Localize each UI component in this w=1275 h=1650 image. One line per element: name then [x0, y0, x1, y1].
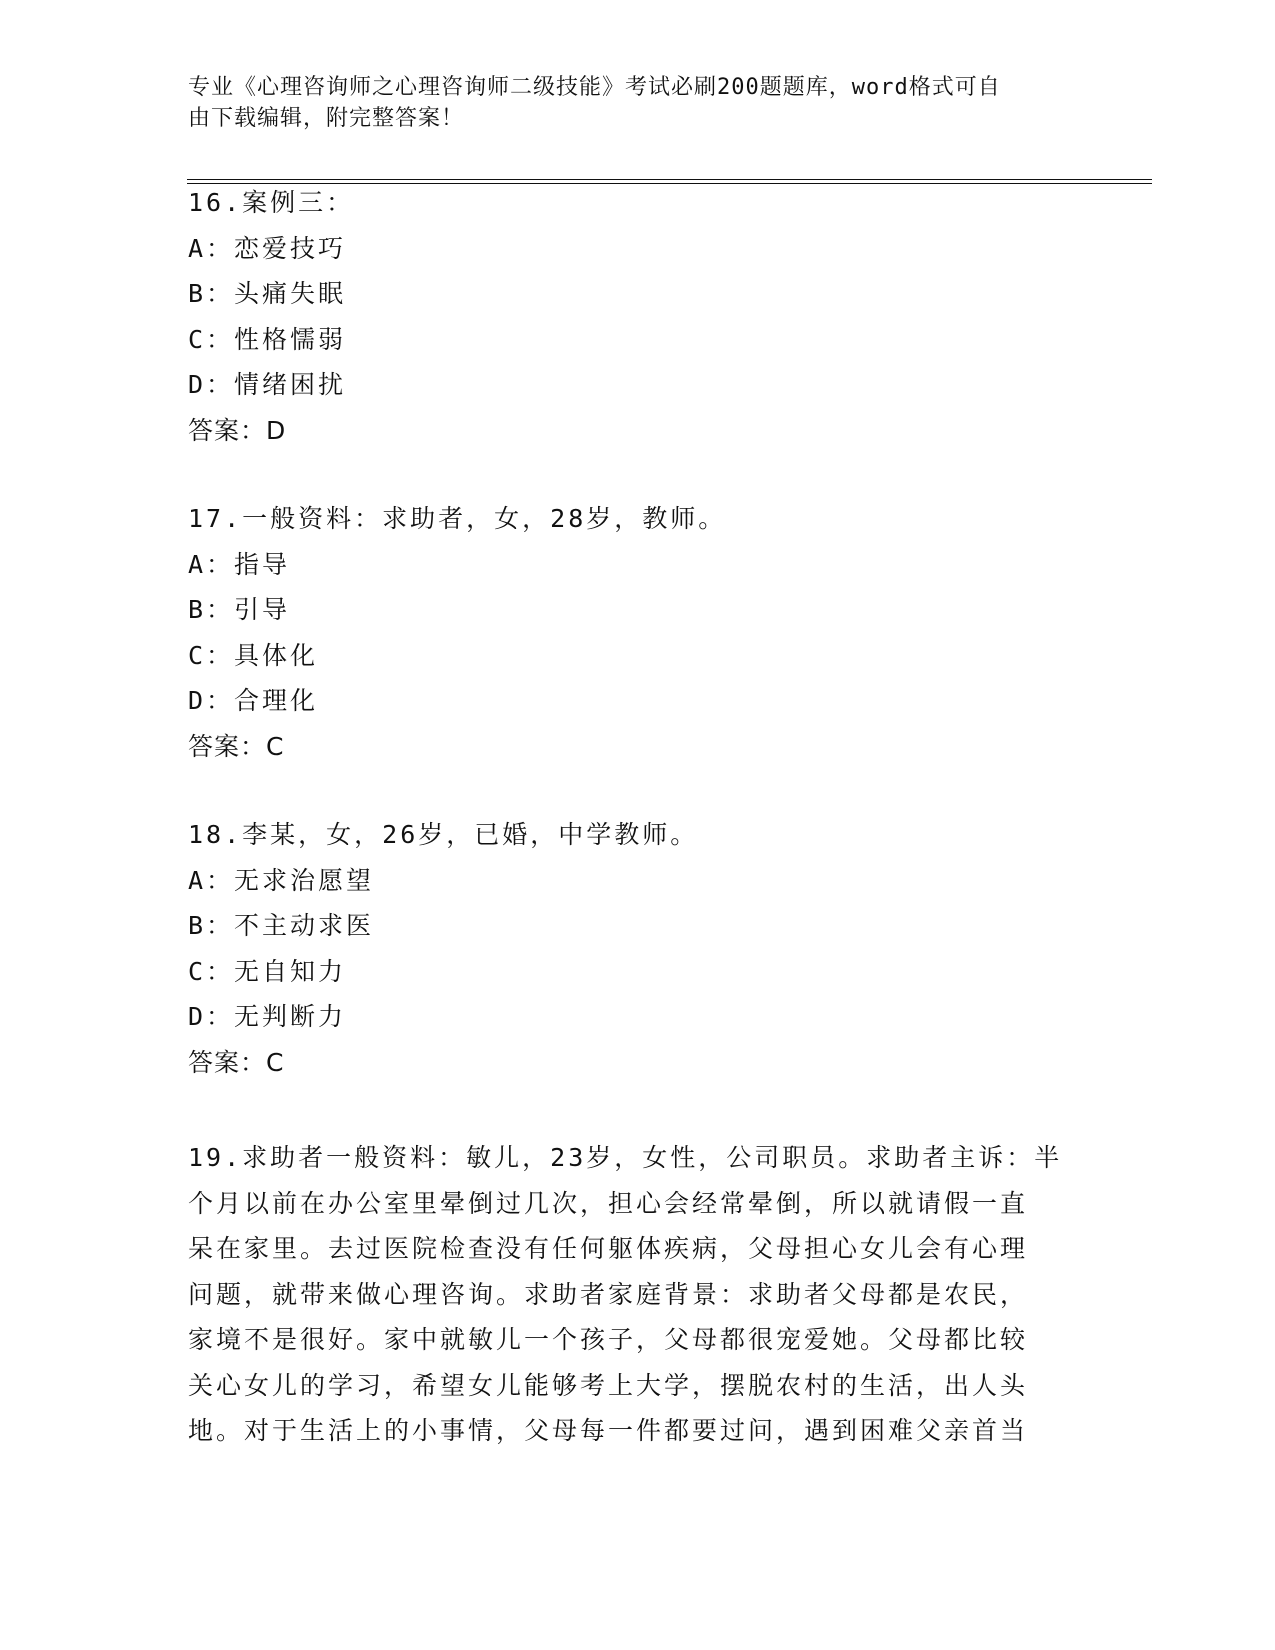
document-header — [188, 72, 1088, 134]
option-c: C：性格懦弱 — [188, 324, 347, 354]
answer: 答案：D — [188, 415, 287, 445]
paragraph-line: 问题，就带来做心理咨询。求助者家庭背景：求助者父母都是农民， — [188, 1279, 1029, 1309]
header-line-1: 专业《心理咨询师之心理咨询师二级技能》考试必刷200题题库，word格式可自 — [188, 75, 1001, 100]
answer: 答案：C — [188, 731, 285, 761]
option-b: B：不主动求医 — [188, 911, 375, 940]
option-b: B：头痛失眠 — [188, 279, 347, 308]
paragraph-line: 地。对于生活上的小事情，父母每一件都要过问，遇到困难父亲首当 — [188, 1416, 1029, 1445]
paragraph-line: 呆在家里。去过医院检查没有任何躯体疾病，父母担心女儿会有心理 — [188, 1234, 1029, 1263]
question-18 — [188, 812, 1088, 1085]
answer: 答案：C — [188, 1047, 285, 1077]
option-a: A：恋爱技巧 — [188, 233, 347, 263]
option-c: C：无自知力 — [188, 956, 347, 986]
paragraph-line: 关心女儿的学习，希望女儿能够考上大学，摆脱农村的生活，出人头 — [188, 1370, 1029, 1400]
option-d: D：情绪困扰 — [188, 370, 347, 399]
option-c: C：具体化 — [188, 640, 319, 670]
question-19 — [188, 1135, 1068, 1454]
question-17 — [188, 496, 1088, 769]
question-stem: 16.案例三： — [188, 188, 355, 217]
paragraph-line: 19.求助者一般资料：敏儿，23岁，女性，公司职员。求助者主诉：半 — [188, 1143, 1063, 1172]
option-d: D：无判断力 — [188, 1002, 347, 1031]
option-a: A：指导 — [188, 549, 291, 579]
question-stem: 18.李某，女，26岁，已婚，中学教师。 — [188, 820, 699, 849]
option-a: A：无求治愿望 — [188, 865, 375, 895]
option-d: D：合理化 — [188, 686, 319, 715]
paragraph-line: 家境不是很好。家中就敏儿一个孩子，父母都很宠爱她。父母都比较 — [188, 1325, 1029, 1354]
question-stem: 17.一般资料：求助者，女，28岁，教师。 — [188, 504, 727, 533]
paragraph-line: 个月以前在办公室里晕倒过几次，担心会经常晕倒，所以就请假一直 — [188, 1188, 1029, 1218]
option-b: B：引导 — [188, 595, 291, 624]
header-line-2: 由下载编辑，附完整答案！ — [188, 106, 465, 131]
question-16 — [188, 180, 1088, 453]
